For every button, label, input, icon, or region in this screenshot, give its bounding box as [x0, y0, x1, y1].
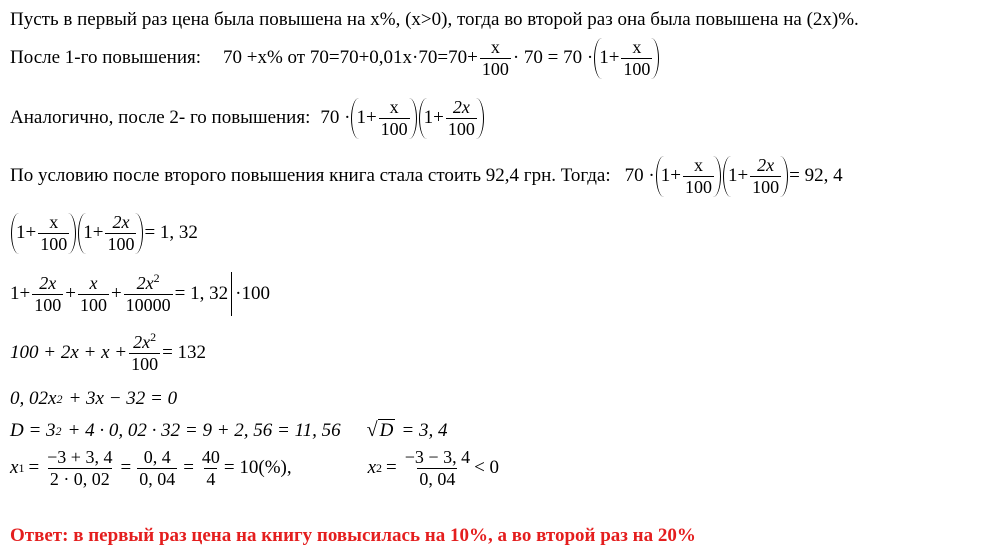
one-plus: 1+ — [10, 283, 31, 304]
equals-sign: = — [183, 457, 194, 479]
step4-paren-1 — [11, 213, 76, 254]
equals-sign: = — [28, 457, 40, 479]
one-plus: 1+ — [660, 165, 681, 187]
step4-line — [10, 213, 198, 254]
frac-den: 0, 04 — [419, 468, 456, 489]
frac-den: 100 — [447, 118, 475, 139]
frac-den: 100 — [131, 353, 159, 374]
frac-den: 100 — [481, 58, 509, 79]
step4-rhs: = 1, 32 — [144, 222, 198, 244]
step2-paren-2 — [419, 98, 484, 139]
frac-num: x — [632, 37, 642, 57]
step2-label: Аналогично, после 2- го повышения: — [10, 107, 311, 129]
frac-den: 100 — [623, 58, 651, 79]
step1-paren — [594, 38, 659, 79]
frac-den: 0, 04 — [139, 468, 176, 489]
plus-sign: + — [110, 283, 122, 304]
frac-num: 0, 4 — [143, 447, 171, 467]
x1-result: = 10(%), — [223, 457, 292, 479]
intro-sentence: Пусть в первый раз цена была повышена на x%, (x>0), тогда во второй раз она была повышена на (2x)%. — [10, 9, 859, 30]
step3-rhs: = 92, 4 — [789, 165, 843, 187]
step8-rest: + 4 · 0, 02 · 32 = 9 + 2, 56 = 11, 56 — [67, 419, 341, 441]
frac-num: x — [49, 212, 59, 232]
frac-num: x — [89, 272, 98, 293]
step6-frac — [129, 330, 160, 374]
x2-var: x — [367, 457, 377, 479]
frac-den: 100 — [684, 176, 712, 197]
step1-frac-a — [480, 38, 511, 79]
step4-frac-1 — [38, 213, 69, 254]
answer-line — [10, 525, 696, 547]
one-plus: 1+ — [727, 165, 749, 187]
step7-term-a: 0, 02x — [10, 388, 57, 409]
sqrt-rhs: = 3, 4 — [401, 419, 448, 441]
step1-expr-b: · 70 = 70 · — [512, 47, 594, 69]
one-plus: 1+ — [599, 47, 620, 69]
step1-line — [10, 38, 660, 79]
frac-num-base: 2x — [133, 332, 151, 352]
step8-lhs: D = 3 — [10, 419, 56, 441]
frac-num: 2x — [39, 272, 57, 293]
answer-text: Ответ: в первый раз цена на книгу повысилась на 10%, а во второй раз на 20% — [10, 525, 696, 546]
sqrt-arg: D — [379, 420, 394, 441]
frac-den: 100 — [380, 118, 408, 139]
step2-paren-1 — [351, 98, 416, 139]
step6-lhs: 100 + 2x + x + — [10, 342, 128, 364]
x1-frac-1 — [45, 448, 114, 489]
frac-num: −3 − 3, 4 — [404, 447, 471, 467]
step1-frac-b — [621, 38, 652, 79]
x1-frac-3 — [200, 448, 222, 489]
frac-num: x — [389, 97, 399, 117]
step5-frac-2 — [78, 274, 109, 315]
frac-den: 100 — [40, 233, 68, 254]
step9-line: x 1 = $\frac{-3 + 3, 4}{2 \cdot 0, 02}$ = $\frac{0, 4}{0, 04}$ = $\frac{40}{4}$ = 10(%), x 2 = $\frac{-3 - 3, 4}{0, 04}$ < 0 — [10, 447, 500, 489]
step2-frac-2 — [446, 98, 477, 139]
one-plus: 1+ — [356, 107, 377, 129]
frac-den: 4 — [206, 468, 216, 489]
step2-coef: 70 · — [320, 107, 351, 129]
exponent: 2 — [150, 330, 157, 344]
one-plus: 1+ — [16, 222, 37, 244]
step1-label: После 1-го повышения: — [10, 47, 202, 69]
step3-paren-1 — [656, 156, 721, 197]
frac-den: 100 — [107, 233, 135, 254]
frac-num: 2x — [112, 212, 130, 232]
step3-line — [10, 156, 843, 197]
frac-num: 2x — [452, 97, 470, 117]
step7-line: 0, 02x 2 + 3x − 32 = 0 — [10, 388, 178, 409]
step3-coef: 70 · — [624, 165, 655, 187]
frac-num: −3 + 3, 4 — [47, 447, 113, 467]
frac-num — [135, 270, 162, 294]
step4-frac-2 — [105, 213, 136, 254]
frac-num-base: 2x — [136, 272, 154, 293]
one-plus: 1+ — [423, 107, 444, 129]
x1-var: x — [10, 457, 19, 479]
step5-multiplier: ·100 — [235, 283, 270, 304]
x1-frac-2 — [137, 448, 177, 489]
step3-paren-2 — [723, 156, 788, 197]
step3-label: По условию после второго повышения книга стала стоить 92,4 грн. Тогда: — [10, 165, 611, 187]
step5-frac-3 — [124, 270, 173, 315]
step2-line — [10, 98, 485, 139]
sqrt-icon: √ — [366, 419, 378, 441]
frac-num — [131, 330, 158, 353]
x2-frac — [403, 448, 472, 489]
step2-frac-1 — [379, 98, 410, 139]
multiply-bar — [231, 272, 232, 316]
frac-num: 2x — [757, 155, 775, 175]
step5-line — [10, 272, 270, 316]
step5-rhs: = 1, 32 — [174, 283, 229, 304]
step4-paren-2 — [78, 213, 143, 254]
frac-num: x — [693, 155, 703, 175]
frac-den: 10000 — [125, 294, 171, 315]
step1-expr-a: 70 +x% от 70=70+0,01x·70=70+ — [223, 47, 478, 69]
exponent: 2 — [153, 270, 160, 285]
step6-rhs: = 132 — [162, 342, 207, 364]
step6-line — [10, 330, 207, 374]
frac-num: x — [490, 37, 500, 57]
one-plus: 1+ — [83, 222, 104, 244]
step8-line: D = 3 2 + 4 · 0, 02 · 32 = 9 + 2, 56 = 11, 56 √ D = 3, 4 — [10, 419, 448, 441]
step3-frac-1 — [683, 156, 714, 197]
equals-sign: = — [120, 457, 132, 479]
sqrt-expression — [367, 419, 396, 442]
x2-result: < 0 — [474, 457, 500, 479]
frac-num: 40 — [201, 447, 220, 467]
step7-rest: + 3x − 32 = 0 — [68, 388, 178, 409]
frac-den: 2 · 0, 02 — [49, 468, 110, 489]
plus-sign: + — [65, 283, 76, 304]
intro-text — [10, 9, 859, 31]
step3-frac-2 — [750, 156, 781, 197]
frac-den: 100 — [752, 176, 780, 197]
equals-sign: = — [386, 457, 397, 479]
frac-den: 100 — [79, 294, 107, 315]
frac-den: 100 — [34, 294, 62, 315]
step5-frac-1 — [32, 274, 63, 315]
